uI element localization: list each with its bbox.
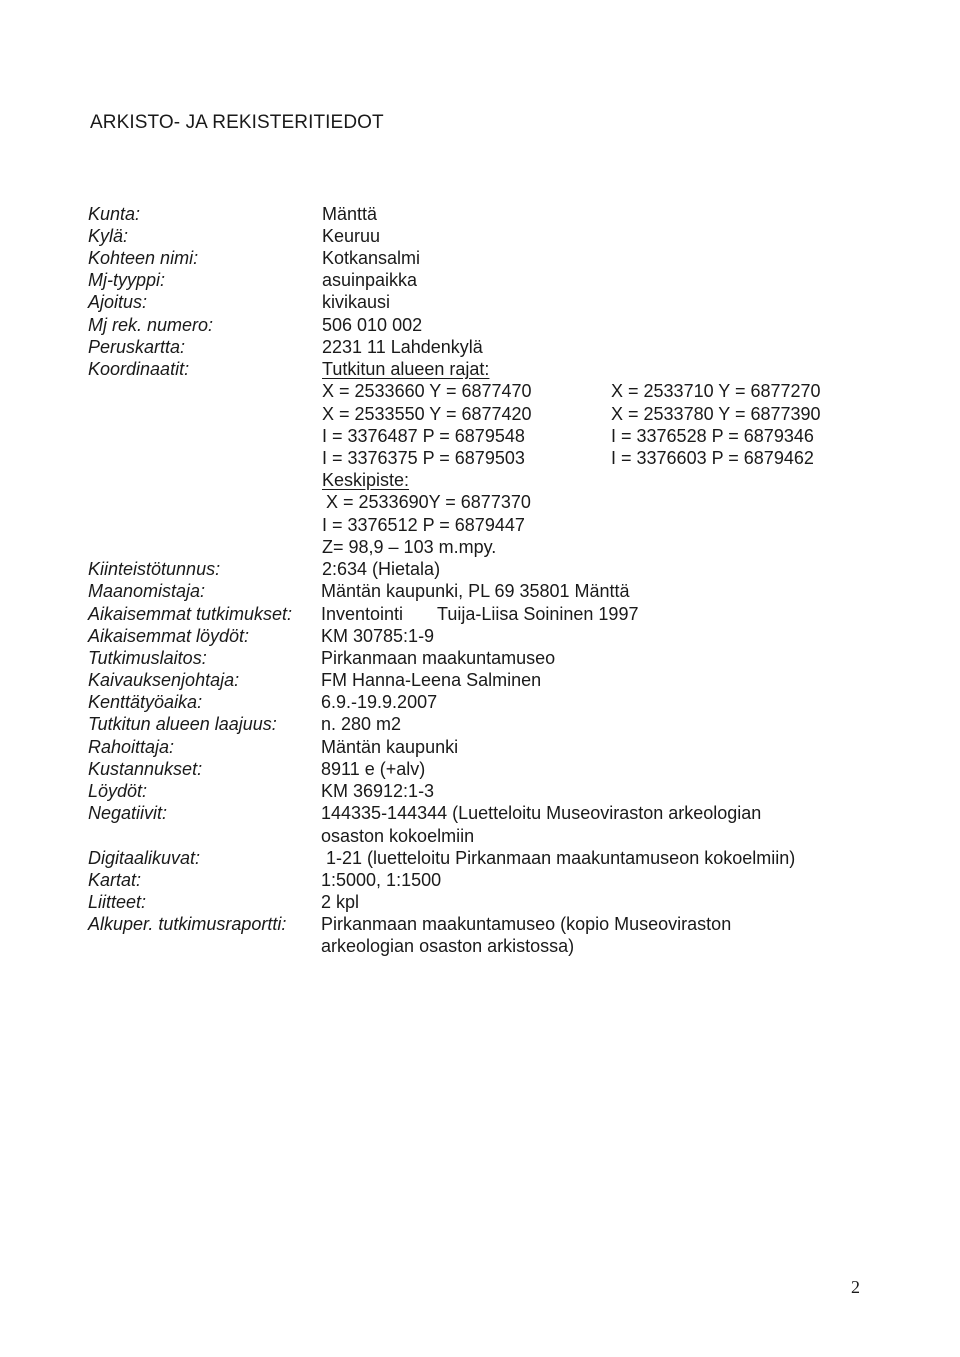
- value-kohteen-nimi: Kotkansalmi: [322, 248, 421, 268]
- value-negatiivit-cont: osaston kokoelmiin: [321, 826, 475, 846]
- label-kartat: Kartat:: [88, 870, 142, 890]
- value-laajuus: n. 280 m2: [321, 714, 402, 734]
- keskipiste-label: Keskipiste:: [322, 470, 410, 490]
- coord-left-4: I = 3376375 P = 6879503: [322, 448, 525, 468]
- label-liitteet: Liitteet:: [88, 892, 147, 912]
- value-peruskartta: 2231 11 Lahdenkylä: [322, 337, 483, 357]
- label-aikaisemmat-loydot: Aikaisemmat löydöt:: [88, 626, 250, 646]
- label-ajoitus: Ajoitus:: [88, 292, 148, 312]
- label-kyla: Kylä:: [88, 226, 129, 246]
- coord-right-4: I = 3376603 P = 6879462: [611, 448, 814, 468]
- coord-right-1: X = 2533710 Y = 6877270: [611, 381, 821, 401]
- label-loydot: Löydöt:: [88, 781, 148, 801]
- value-mj-rek: 506 010 002: [322, 315, 423, 335]
- center-coord-ip: I = 3376512 P = 6879447: [322, 515, 525, 535]
- label-kustannukset: Kustannukset:: [88, 759, 203, 779]
- coord-right-2: X = 2533780 Y = 6877390: [611, 404, 821, 424]
- value-kaivauksenjohtaja: FM Hanna-Leena Salminen: [321, 670, 542, 690]
- value-negatiivit: 144335-144344 (Luetteloitu Museoviraston arkeologian: [321, 803, 762, 823]
- value-tutkimuslaitos: Pirkanmaan maakuntamuseo: [321, 648, 556, 668]
- coord-left-3: I = 3376487 P = 6879548: [322, 426, 525, 446]
- coord-right-3: I = 3376528 P = 6879346: [611, 426, 814, 446]
- page-heading: ARKISTO- JA REKISTERITIEDOT: [90, 112, 384, 133]
- value-kustannukset: 8911 e (+alv): [321, 759, 426, 779]
- label-rahoittaja: Rahoittaja:: [88, 737, 175, 757]
- label-negatiivit: Negatiivit:: [88, 803, 168, 823]
- value-kenttatyoaika: 6.9.-19.9.2007: [321, 692, 438, 712]
- value-ajoitus: kivikausi: [322, 292, 391, 312]
- value-kartat: 1:5000, 1:1500: [321, 870, 442, 890]
- value-kyla: Keuruu: [322, 226, 381, 246]
- coord-left-1: X = 2533660 Y = 6877470: [322, 381, 532, 401]
- label-tutkimuslaitos: Tutkimuslaitos:: [88, 648, 207, 668]
- value-alkuper-raportti-cont: arkeologian osaston arkistossa): [321, 936, 575, 956]
- value-tutkitun-alueen-rajat: Tutkitun alueen rajat:: [322, 359, 490, 379]
- label-mj-rek: Mj rek. numero:: [88, 315, 214, 335]
- label-laajuus: Tutkitun alueen laajuus:: [88, 714, 277, 734]
- label-kohteen-nimi: Kohteen nimi:: [88, 248, 199, 268]
- value-loydot: KM 36912:1-3: [321, 781, 435, 801]
- center-coord-xy: X = 2533690Y = 6877370: [326, 492, 531, 512]
- page-number: 2: [851, 1277, 860, 1297]
- label-mj-tyyppi: Mj-tyyppi:: [88, 270, 166, 290]
- value-maanomistaja: Mäntän kaupunki, PL 69 35801 Mänttä: [321, 581, 630, 601]
- label-maanomistaja: Maanomistaja:: [88, 581, 206, 601]
- label-kenttatyoaika: Kenttätyöaika:: [88, 692, 203, 712]
- value-mj-tyyppi: asuinpaikka: [322, 270, 418, 290]
- label-kaivauksenjohtaja: Kaivauksenjohtaja:: [88, 670, 240, 690]
- label-digitaalikuvat: Digitaalikuvat:: [88, 848, 201, 868]
- label-kiinteistotunnus: Kiinteistötunnus:: [88, 559, 221, 579]
- label-alkuper-raportti: Alkuper. tutkimusraportti:: [88, 914, 287, 934]
- value-liitteet: 2 kpl: [321, 892, 360, 912]
- value-aikaisemmat-loydot: KM 30785:1-9: [321, 626, 435, 646]
- value-kiinteistotunnus: 2:634 (Hietala): [322, 559, 441, 579]
- label-peruskartta: Peruskartta:: [88, 337, 186, 357]
- value-aikaisemmat-tutkimukset: Inventointi: [321, 604, 404, 624]
- value-rahoittaja: Mäntän kaupunki: [321, 737, 459, 757]
- label-aikaisemmat-tutkimukset: Aikaisemmat tutkimukset:: [88, 604, 293, 624]
- value-alkuper-raportti: Pirkanmaan maakuntamuseo (kopio Museoviraston: [321, 914, 732, 934]
- coord-left-2: X = 2533550 Y = 6877420: [322, 404, 532, 424]
- label-koordinaatit: Koordinaatit:: [88, 359, 190, 379]
- label-kunta: Kunta:: [88, 204, 141, 224]
- center-elevation: Z= 98,9 – 103 m.mpy.: [322, 537, 497, 557]
- value-digitaalikuvat: 1-21 (luetteloitu Pirkanmaan maakuntamuseon kokoelmiin): [326, 848, 796, 868]
- value-aikaisemmat-tutkimukset-tekija: Tuija-Liisa Soininen 1997: [437, 604, 639, 624]
- value-kunta: Mänttä: [322, 204, 378, 224]
